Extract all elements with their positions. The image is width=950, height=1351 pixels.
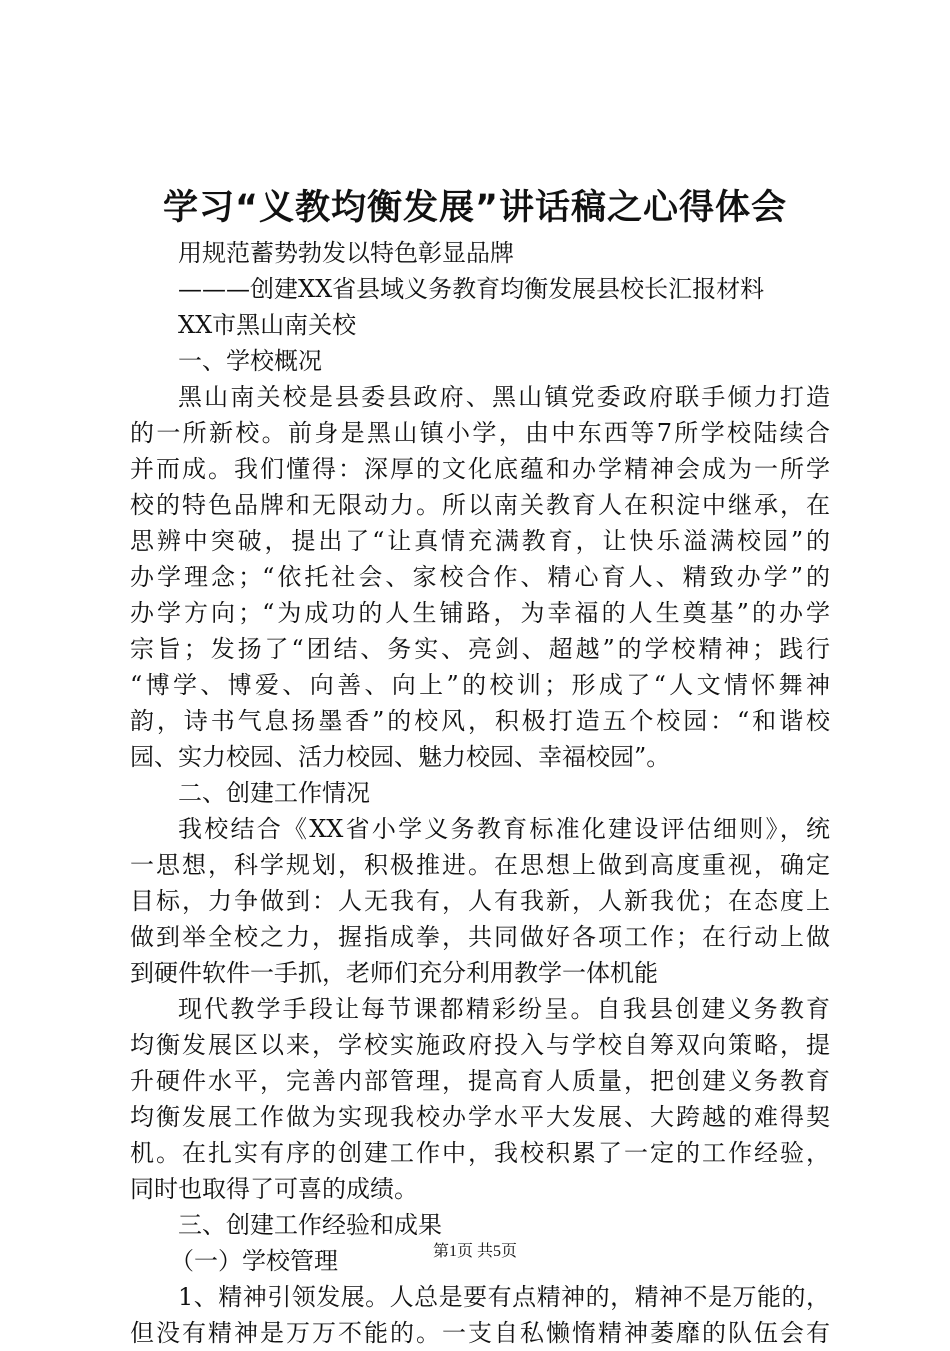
paragraph-line: 升硬件水平，完善内部管理，提高育人质量，把创建义务教育 xyxy=(130,1067,830,1095)
paragraph-line: 机。在扎实有序的创建工作中，我校积累了一定的工作经验， xyxy=(130,1139,830,1167)
paragraph-line: 校的特色品牌和无限动力。所以南关教育人在积淀中继承，在 xyxy=(130,491,830,519)
paragraph-line: 但没有精神是万万不能的。一支自私懒惰精神萎靡的队伍会有 xyxy=(130,1319,830,1347)
paragraph-line: 同时也取得了可喜的成绩。 xyxy=(130,1175,418,1203)
subsection-heading: （一）学校管理 xyxy=(170,1247,338,1275)
paragraph-line: 我校结合《XX省小学义务教育标准化建设评估细则》，统 xyxy=(178,815,830,843)
paragraph-line: 办学理念；“依托社会、家校合作、精心育人、精致办学”的 xyxy=(130,563,830,591)
paragraph-line: 黑山南关校是县委县政府、黑山镇党委政府联手倾力打造 xyxy=(178,383,830,411)
paragraph-line: 办学方向；“为成功的人生铺路，为幸福的人生奠基”的办学 xyxy=(130,599,830,627)
paragraph-line: 现代教学手段让每节课都精彩纷呈。自我县创建义务教育 xyxy=(178,995,830,1023)
paragraph-line: 到硬件软件一手抓，老师们充分利用教学一体机能 xyxy=(130,959,658,987)
paragraph-line: 目标，力争做到：人无我有，人有我新，人新我优；在态度上 xyxy=(130,887,830,915)
paragraph-line: 宗旨；发扬了“团结、务实、亮剑、超越”的学校精神；践行 xyxy=(130,635,830,663)
author-line: XX市黑山南关校 xyxy=(178,311,357,339)
subtitle-line: 用规范蓄势勃发以特色彰显品牌 xyxy=(178,239,514,267)
paragraph-line: “博学、博爱、向善、向上”的校训；形成了“人文情怀舞神 xyxy=(130,671,830,699)
paragraph-line: 思辨中突破，提出了“让真情充满教育，让快乐溢满校园”的 xyxy=(130,527,830,555)
paragraph-line: 的一所新校。前身是黑山镇小学，由中东西等7所学校陆续合 xyxy=(130,419,830,447)
paragraph-line: 1、精神引领发展。人总是要有点精神的，精神不是万能的， xyxy=(178,1283,830,1311)
paragraph-line: 园、实力校园、活力校园、魅力校园、幸福校园”。 xyxy=(130,743,671,771)
page-footer: 第1页 共5页 xyxy=(432,1243,517,1260)
subtitle-line: ———创建XX省县域义务教育均衡发展县校长汇报材料 xyxy=(178,275,765,303)
paragraph-line: 韵，诗书气息扬墨香”的校风，积极打造五个校园：“和谐校 xyxy=(130,707,830,735)
paragraph-line: 均衡发展工作做为实现我校办学水平大发展、大跨越的难得契 xyxy=(130,1103,830,1131)
section-heading: 一、学校概况 xyxy=(178,347,322,375)
section-heading: 二、创建工作情况 xyxy=(178,779,370,807)
paragraph-line: 做到举全校之力，握指成拳，共同做好各项工作；在行动上做 xyxy=(130,923,830,951)
paragraph-line: 并而成。我们懂得：深厚的文化底蕴和办学精神会成为一所学 xyxy=(130,455,830,483)
document-title: 学习“义教均衡发展”讲话稿之心得体会 xyxy=(162,188,787,228)
paragraph-line: 均衡发展区以来，学校实施政府投入与学校自筹双向策略，提 xyxy=(130,1031,830,1059)
section-heading: 三、创建工作经验和成果 xyxy=(178,1211,442,1239)
paragraph-line: 一思想，科学规划，积极推进。在思想上做到高度重视，确定 xyxy=(130,851,830,879)
document-body xyxy=(130,235,830,1351)
